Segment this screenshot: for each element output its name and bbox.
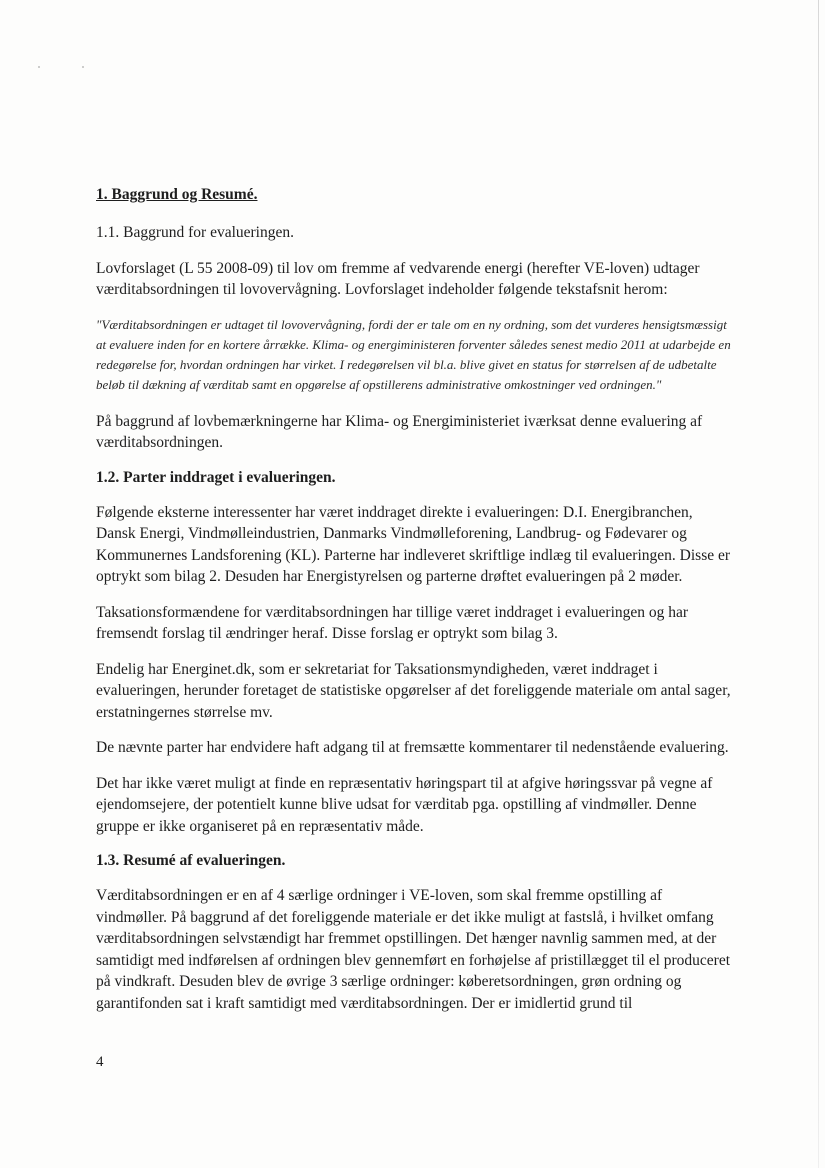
paragraph-lovforslag: Lovforslaget (L 55 2008-09) til lov om fremme af vedvarende energi (herefter VE-loven) udtager værditabsordningen til lovovervågning. Lovforslaget indeholder følgende tekstafsnit herom:	[96, 259, 700, 298]
subsection-heading-resume: 1.3. Resumé af evalueringen.	[96, 852, 286, 869]
paragraph-parter: Følgende eksterne interessenter har været inddraget direkte i evalueringen: D.I. Energibranchen, Dansk Energi, Vindmølleindustrien, Danmarks Vindmølleforening, Landbrug- og Fødevarer og Kommunernes Landsforening (KL). Parterne har indleveret skriftlige indlæg til evalueringen. Disse er optrykt som bilag 2. Desuden har Energistyrelsen og parterne drøftet evalueringen på 2 møder.	[96, 503, 731, 585]
scan-edge-line	[818, 0, 819, 1168]
paragraph-hoeringspart: Det har ikke været muligt at finde en repræsentativ høringspart til at afgive høringssvar på vegne af ejendomsejere, der potentielt kunne blive udsat for værditab pga. opstilling af vindmøller. Denne gruppe er ikke organiseret på en repræsentativ måde.	[96, 774, 713, 835]
subsection-heading: 1.1. Baggrund for evalueringen.	[96, 224, 294, 241]
subsection-heading-parter: 1.2. Parter inddraget i evalueringen.	[96, 468, 336, 486]
page-number: 4	[96, 1054, 104, 1070]
quoted-passage: "Værditabsordningen er udtaget til lovovervågning, fordi der er tale om en ny ordning, som det vurderes hensigtsmæssigt at evaluere inden for en kortere årrække. Klima- og energiministeren forventer således senest medio 2011 at udarbejde en redegørelse for, hvordan ordningen har virket. I redegørelsen vil bl.a. blive givet en status for størrelsen af de udbetalte beløb til dækning af værditab samt en opgørelse af opstillerens administrative omkostninger ved ordningen."	[96, 316, 731, 392]
document-body	[96, 185, 736, 1028]
paragraph-resume: Værditabsordningen er en af 4 særlige ordninger i VE-loven, som skal fremme opstilling af vindmøller. På baggrund af det foreliggende materiale er det ikke muligt at fastslå, i hvilket omfang værditabsordningen selvstændigt har fremmet opstillingen. Det hænger navnlig sammen med, at der samtidigt med indførelsen af ordningen blev gennemført en forhøjelse af pristillægget til el produceret på vindkraft. Desuden blev de øvrige 3 særlige ordninger: køberetsordningen, grøn ordning og garantifonden sat i kraft samtidigt med værditabsordningen. Der er imidlertid grund til	[96, 887, 731, 1012]
scan-speck	[82, 66, 84, 68]
paragraph-adgang: De nævnte parter har endvidere haft adgang til at fremsætte kommentarer til nedenstående evaluering.	[96, 739, 729, 756]
section-heading: 1. Baggrund og Resumé.	[96, 186, 258, 203]
paragraph-baggrund: På baggrund af lovbemærkningerne har Klima- og Energiministeriet iværksat denne evaluering af værditabsordningen.	[96, 412, 703, 451]
paragraph-energinet: Endelig har Energinet.dk, som er sekretariat for Taksationsmyndigheden, været inddraget i evalueringen, herunder foretaget de statistiske opgørelser af det foreliggende materiale om antal sager, erstatningernes størrelse mv.	[96, 660, 731, 721]
paragraph-taksation: Taksationsformændene for værditabsordningen har tillige været inddraget i evalueringen og har fremsendt forslag til ændringer heraf. Disse forslag er optrykt som bilag 3.	[96, 603, 689, 642]
scan-speck	[38, 66, 40, 68]
